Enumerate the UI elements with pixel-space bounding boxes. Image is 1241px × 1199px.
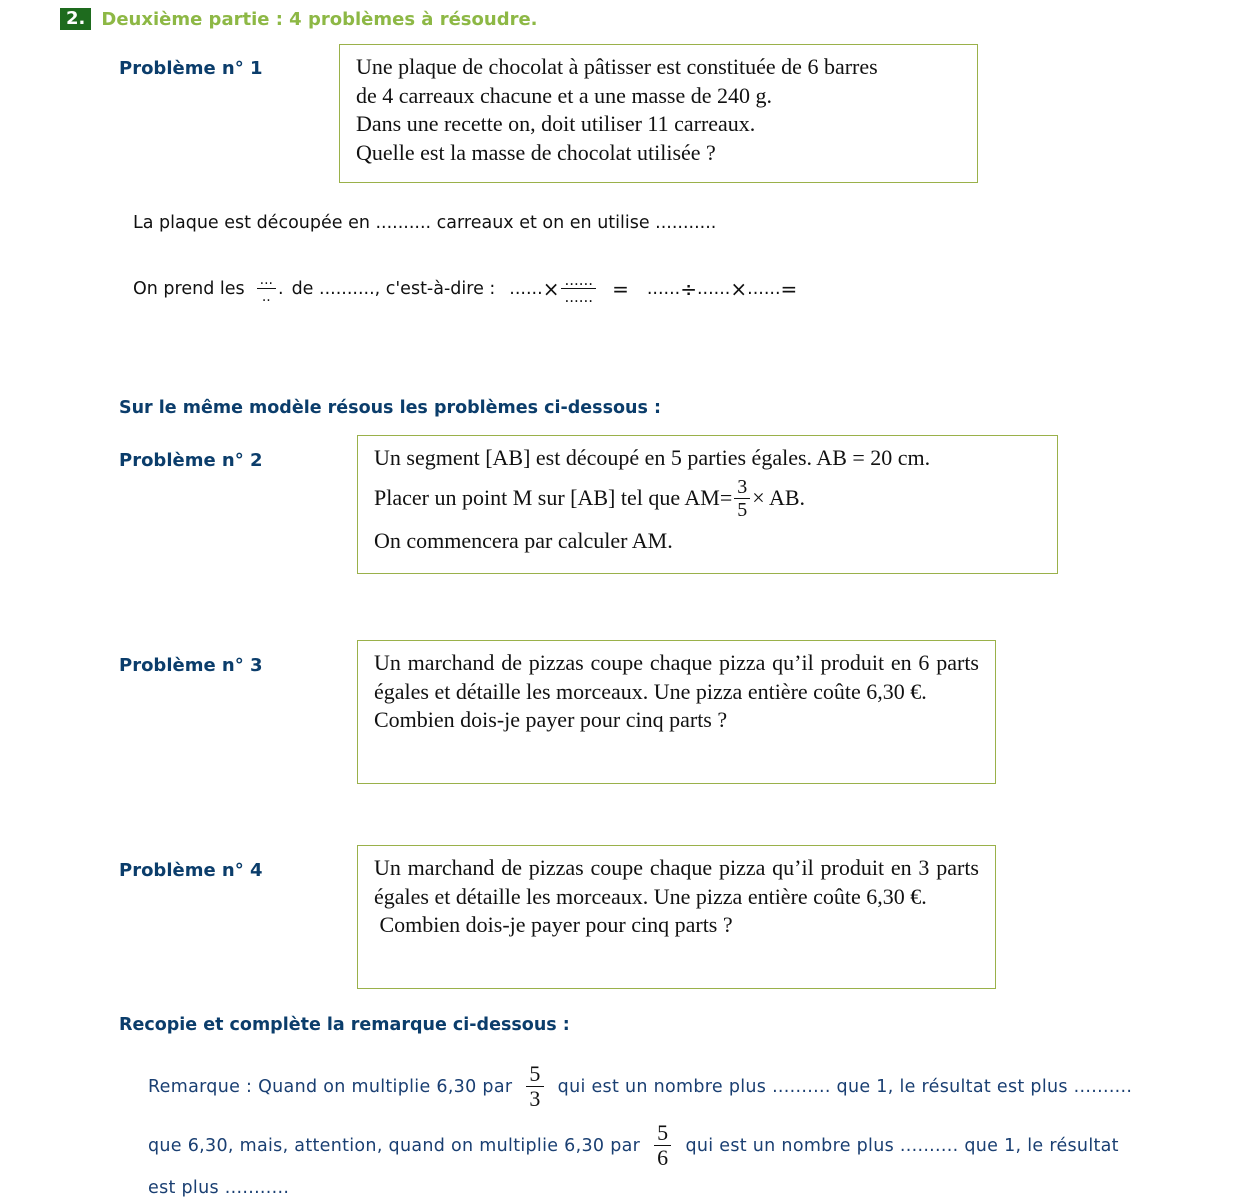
problem-1-box xyxy=(339,44,978,183)
remark-heading: Recopie et complète la remarque ci-dessous : xyxy=(119,1015,570,1035)
problem-2-line: On commencera par calculer AM. xyxy=(374,527,673,553)
remark-part-2: qui est un nombre plus .......... que 1, le résultat est plus .......... xyxy=(557,1076,1133,1097)
equals-symbol: = xyxy=(780,276,798,301)
fraction-numerator: 5 xyxy=(526,1062,543,1087)
calc-left: ...... xyxy=(509,278,543,299)
problem-4-label: Problème n° 4 xyxy=(119,860,263,881)
section-title: Deuxième partie : 4 problèmes à résoudre. xyxy=(101,8,538,30)
problem-2-box xyxy=(357,435,1058,574)
section-heading xyxy=(60,8,538,30)
divide-symbol: ÷ xyxy=(680,276,697,301)
remark-line-1 xyxy=(148,1062,1132,1111)
remark-part-1: Remarque : Quand on multiplie 6,30 par xyxy=(148,1076,513,1097)
fraction-denominator: 5 xyxy=(737,499,748,521)
equals-symbol: = xyxy=(612,276,629,301)
remark-line-3: est plus ........... xyxy=(148,1178,290,1198)
calc-fraction-numerator: ...... xyxy=(561,272,596,289)
fraction-numerator: 3 xyxy=(734,476,750,499)
times-symbol: × xyxy=(730,276,748,301)
fill-line-2-prefix: On prend les xyxy=(133,278,245,299)
problem-1-line: Dans une recette on, doit utiliser 11 carreaux. xyxy=(356,111,756,136)
fraction-numerator: 5 xyxy=(654,1121,671,1146)
problem-2-line: Un segment [AB] est découpé en 5 parties égales. AB = 20 cm. xyxy=(374,445,931,470)
small-fraction-denominator: .. xyxy=(261,289,271,305)
calc-right-b: ...... xyxy=(696,278,731,299)
small-fraction xyxy=(257,272,276,305)
remark-line-2 xyxy=(148,1121,1119,1170)
calc-right-c: ...... xyxy=(747,278,781,299)
problem-4-text: Un marchand de pizzas coupe chaque pizza qu’il produit en 3 parts égales et détaille les morceaux. Une pizza entière coûte 6,30 €. xyxy=(374,855,979,909)
calc-fraction xyxy=(561,272,596,305)
section-number: 2. xyxy=(60,8,91,30)
problem-2-line xyxy=(374,469,1041,529)
times-symbol: × xyxy=(752,485,765,511)
problem-3-text: Un marchand de pizzas coupe chaque pizza qu’il produit en 6 parts égales et détaille les morceaux. Une pizza entière coûte 6,30 €. xyxy=(374,650,979,704)
fraction-5-3 xyxy=(526,1062,543,1111)
times-symbol: × xyxy=(542,276,560,301)
problem-3-box xyxy=(357,640,996,784)
problem-1-label: Problème n° 1 xyxy=(119,58,263,79)
small-fraction-dot: . xyxy=(277,278,284,299)
problem-1-line: Une plaque de chocolat à pâtisser est constituée de 6 barres xyxy=(356,54,878,79)
problem-3-question: Combien dois-je payer pour cinq parts ? xyxy=(374,707,728,732)
fraction-3-5 xyxy=(734,476,750,521)
fill-line-2 xyxy=(133,272,797,305)
problem-2-label: Problème n° 2 xyxy=(119,450,263,471)
remark-part-4: qui est un nombre plus .......... que 1, le résultat xyxy=(685,1135,1119,1156)
calc-right-a: ...... xyxy=(646,278,681,299)
problem-4-question: Combien dois-je payer pour cinq parts ? xyxy=(374,912,733,937)
problem-1-line: Quelle est la masse de chocolat utilisée ? xyxy=(356,139,716,165)
problem-1-line: de 4 carreaux chacune et a une masse de 240 g. xyxy=(356,82,772,108)
fraction-5-6 xyxy=(654,1121,671,1170)
problem-2-line-suffix: AB. xyxy=(764,485,806,511)
model-heading: Sur le même modèle résous les problèmes ci-dessous : xyxy=(119,398,661,418)
small-fraction-numerator: ... xyxy=(257,272,276,289)
fraction-denominator: 3 xyxy=(529,1086,541,1111)
problem-3-label: Problème n° 3 xyxy=(119,655,263,676)
problem-4-box xyxy=(357,845,996,989)
calc-fraction-denominator: ...... xyxy=(564,288,594,306)
fill-line-1: La plaque est découpée en .......... carreaux et on en utilise ........... xyxy=(133,213,717,233)
fraction-denominator: 6 xyxy=(657,1145,669,1170)
remark-part-3: que 6,30, mais, attention, quand on multiplie 6,30 par xyxy=(148,1135,641,1156)
fill-line-2-mid: de .........., c'est-à-dire : xyxy=(291,278,496,299)
problem-2-line-prefix: Placer un point M sur [AB] tel que AM= xyxy=(374,485,733,511)
